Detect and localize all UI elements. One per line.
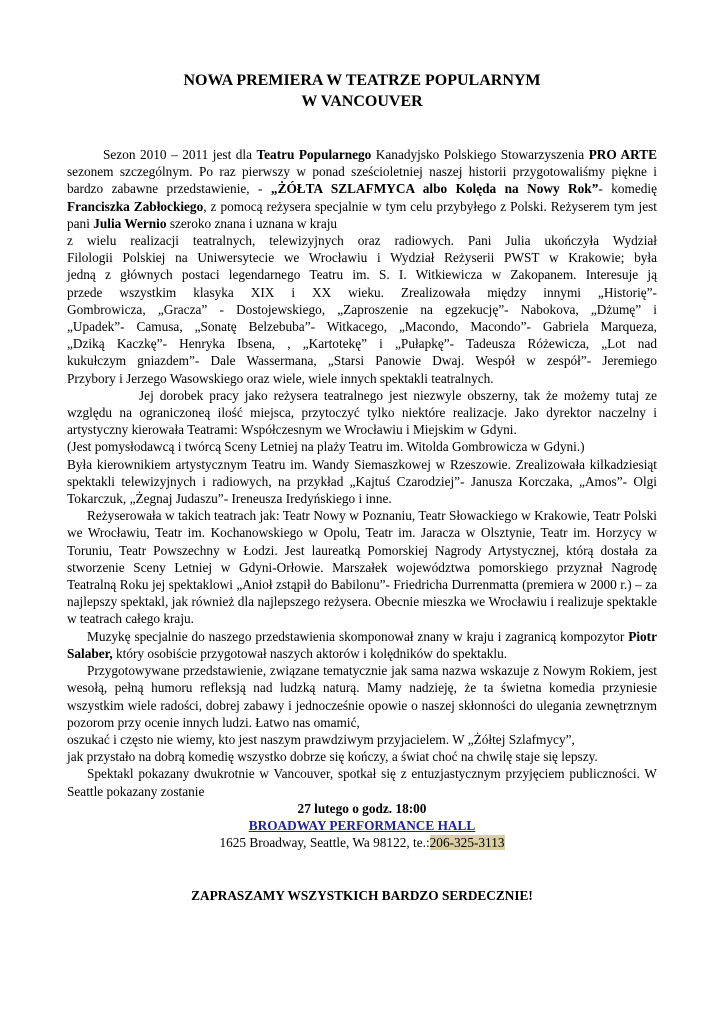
text-line: „Dziką Kaczkę”- Henryka Ibsena, , „Kartotekę” i „Pułapkę”- Tadeusza Różewicza, „Lot nad bbox=[67, 336, 657, 352]
paragraph-intro-continued bbox=[67, 232, 657, 387]
paragraph-theaters: Reżyserowała w takich teatrach jak: Teatr Nowy w Poznaniu, Teatr Słowackiego w Krakowie, Teatr Polski we Wrocławiu, Teatr im. Kochanowskiego w Opolu, Teatr im. Jaracza w Olsztynie, Teatr im. Horzycy w Toruniu, Teatr Powszechny w Łodzi. Jest laureatką Pomorskiej Nagrody Artystycznej, którą dostała za stworzenie Sceny Letniej w Gdyni-Orłowie. Marszałek województwa pomorskiego przyznał Nagrodę Teatralną Roku jej spektaklowi „Anioł zstąpił do Babilonu”- Friedricha Durrenmatta (premiera w 2000 r.) – za najlepszy spektakl, jak również dla najlepszego reżysera. Obecnie mieszka we Wrocławiu i realizuje spektakle w teatrach całego kraju. bbox=[67, 508, 657, 627]
text-line: jedną z głównych postaci legendarnego Teatru im. S. I. Witkiewicza w Zakopanem. Interesuje ją bbox=[67, 267, 657, 283]
play-title: „ŻÓŁTA SZLAFMYCA albo Kolęda na Nowy Rok” bbox=[270, 181, 599, 197]
document-title bbox=[67, 70, 657, 112]
paragraph-career-line: (Jest pomysłodawcą i twórcą Sceny Letniej na plaży Teatru im. Witolda Gombrowicza w Gdyni.) bbox=[67, 439, 585, 455]
text-line: z wielu realizacji teatralnych, telewizyjnych oraz radiowych. Pani Julia ukończyła Wydział bbox=[67, 233, 657, 249]
document-page bbox=[67, 70, 657, 905]
phone-number[interactable]: 206-325-3113 bbox=[429, 835, 505, 851]
text-line: przede wszystkim klasyka XIX i XX wieku. Zrealizowała między innymi „Historię”- bbox=[67, 284, 657, 300]
text-line: „Upadek”- Camusa, „Sonatę Belzebuba”- Witkacego, „Macondo, Macondo”- Gabriela Marqueza, bbox=[67, 319, 657, 335]
event-date: 27 lutego o godz. 18:00 bbox=[297, 800, 427, 816]
title-line-1: NOWA PREMIERA W TEATRZE POPULARNYM bbox=[183, 72, 541, 89]
author-name: Franciszka Zabłockiego bbox=[67, 198, 204, 214]
paragraph-career-continued: Była kierownikiem artystycznym Teatru im. Wandy Siemaszkowej w Rzeszowie. Zrealizowała kilkadziesiąt spektakli telewizyjnych i radiowych, na przykład „Kajtuś Czarodziej”- Janusza Korczaka, „Amos”- Olgi Tokarczuk, „Żegnaj Judaszu”- Ireneusza Iredyńskiego i inne. bbox=[67, 456, 657, 507]
paragraph-description-line: oszukać i często nie wiemy, kto jest naszym prawdziwym przyjacielem. W „Żółtej Szlafmycy”, bbox=[67, 731, 575, 747]
paragraph-career: Jej dorobek pracy jako reżysera teatralnego jest niezwyle obszerny, tak że możemy tutaj ze względu na ograniczoneą ilość miejsca, przytoczyć tylko niektóre realizacje. Jako dyrektor naczelny i artystyczny kierowała Teatrami: Współczesnym we Wrocławiu i Miejskim w Gdyni. bbox=[67, 387, 657, 438]
association-name: PRO ARTE bbox=[588, 147, 657, 162]
invitation: ZAPRASZAMY WSZYSTKICH BARDZO SERDECZNIE! bbox=[191, 888, 533, 904]
theater-name: Teatru Popularnego bbox=[256, 147, 372, 162]
text-line: Filologii Polskiej na Uniwersytecie we Wrocławiu i Wydział Reżyserii PWST w Krakowie; była bbox=[67, 250, 657, 266]
text-line: Przybory i Jerzego Wasowskiego oraz wiele, wiele innych spektakli teatralnych. bbox=[67, 370, 494, 386]
text-line: Gombrowicza, „Gracza” - Dostojewskiego, „Zaproszenie na egzekucję”- Nabokova, „Dżumę” i bbox=[67, 301, 657, 317]
paragraph-description: Przygotowywane przedstawienie, związane tematycznie jak sama nazwa wskazuje z Nowym Rokiem, jest wesołą, pełną humoru refleksją nad ludzką naturą. Mamy nadzieję, że ta świetna komedia przyniesie wszystkim wiele radości, dobrej zabawy i jednocześnie opowie o naszej skłonności do ulegania zewnętrznym pozorom przy ocenie innych ludzi. Łatwo nas omamić, bbox=[67, 663, 657, 730]
paragraph-performances: Spektakl pokazany dwukrotnie w Vancouver, spotkał się z entuzjastycznym przyjęciem publiczności. W Seattle pokazany zostanie bbox=[67, 766, 657, 799]
paragraph-intro: Sezon 2010 – 2011 jest dla Teatru Popularnego Kanadyjsko Polskiego Stowarzyszenia PRO ARTE sezonem szczególnym. Po raz pierwszy w ponad sześcioletniej naszej historii przygotowaliśmy piękne i bardzo zabawne przedstawienie, - „ŻÓŁTA SZLAFMYCA albo Kolęda na Nowy Rok”- komedię Franciszka Zabłockiego, z pomocą reżysera specjalnie w tym celu przybyłego z Polski. Reżyserem tym jest pani Julia Wernio szeroko znana i uznana w kraju bbox=[67, 147, 657, 231]
paragraph-music: Muzykę specjalnie do naszego przedstawienia skomponował znany w kraju i zagranicą kompozytor Piotr Salaber, który osobiście przygotował naszych aktorów i kolędników do spektaklu. bbox=[67, 628, 657, 661]
title-line-2: W VANCOUVER bbox=[301, 93, 423, 110]
event-address: 1625 Broadway, Seattle, Wa 98122, te.:206-325-3113 bbox=[219, 835, 505, 851]
director-name: Julia Wernio bbox=[93, 215, 167, 231]
venue-link[interactable]: BROADWAY PERFORMANCE HALL bbox=[248, 817, 476, 833]
event-venue-wrap bbox=[67, 817, 657, 834]
composer-name: Piotr Salaber, bbox=[67, 628, 657, 661]
text-line: kukułczym gniazdem”- Dale Wassermana, „Starsi Panowie Dwaj. Wespół w zespół”- Jeremiego bbox=[67, 353, 657, 369]
paragraph-description-line: jak przystało na dobrą komedię wszystko dobrze się kończy, a świat choć na chwilę staje się lepszy. bbox=[67, 749, 598, 765]
